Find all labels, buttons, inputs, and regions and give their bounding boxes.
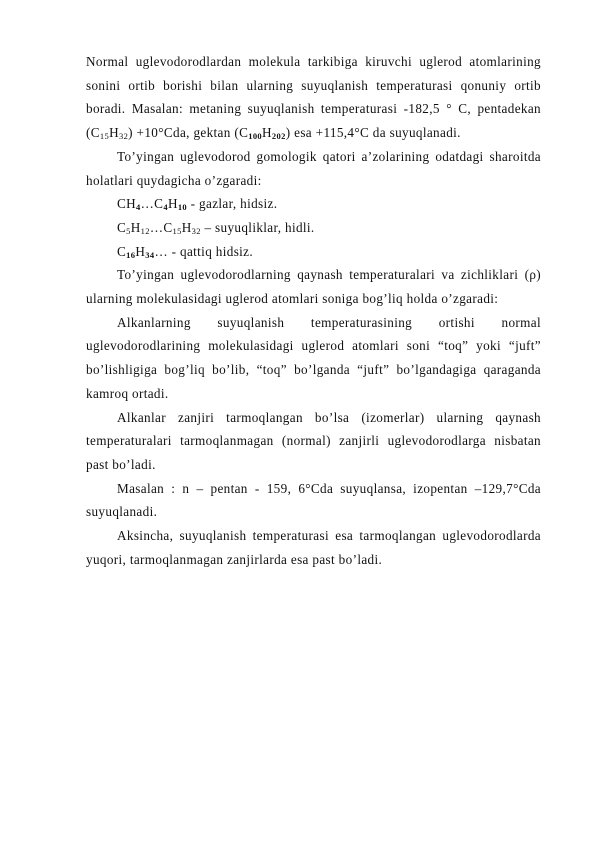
subscript: 15 <box>172 225 182 236</box>
subscript: 16 <box>126 249 136 260</box>
formula-line-solids: $C_{16}H_{34}\dots$ - qattiq hidsiz. <box>117 243 254 260</box>
subscript: 4 <box>163 202 168 213</box>
subscript: 32 <box>191 225 201 236</box>
subscript: 32 <box>118 131 129 142</box>
paragraph-branched: Alkanlar zanjiri tarmoqlangan bo’lsa (izomerlar) ularning qaynash temperaturalari tarmoqlanmagan (normal) zanjirli uglevodorodlarga nisbatan past bo’ladi. <box>86 409 541 472</box>
paragraph-homolog-states: To’yingan uglevodorod gomologik qatori a’zolarining odatdagi sharoitda holatlari quydagicha o’zgaradi: <box>86 148 541 188</box>
subscript: 10 <box>177 202 188 213</box>
paragraph-odd-even: Alkanlarning suyuqlanish temperaturasining ortishi normal uglevodorodlarining molekulasidagi uglerod atomlari soni “toq” yoki “juft” bo’lishligiga bog’liq bo’lib, “toq” bo’lganda “juft” bo’lgandagiga qaraganda kamroq ortadi. <box>86 314 541 401</box>
paragraph-conversely: Aksincha, suyuqlanish temperaturasi esa tarmoqlangan uglevodorodlarda yuqori, tarmoqlanmagan zanjirlarda esa past bo’ladi. <box>86 528 541 567</box>
paragraph-boiling-density: To’yingan uglevodorodlarning qaynash temperaturalari va zichliklari (ρ) ularning molekulasidagi uglerod atomlari soniga bog’liq holda o’zgaradi: <box>86 267 541 307</box>
subscript: 12 <box>140 225 150 236</box>
document-page <box>86 50 541 571</box>
subscript: 202 <box>271 131 286 142</box>
formula-line-gases: $CH_4\dots C_4H_{10}$ - gazlar, hidsiz. <box>117 196 278 213</box>
subscript: 34 <box>145 249 155 260</box>
paragraph-example: Masalan : n – pentan - 159, 6°Cda suyuqlansa, izopentan –129,7°Cda suyuqlanadi. <box>86 480 541 520</box>
subscript: 100 <box>248 131 263 142</box>
formula-line-liquids: $C_5H_{12}\dots C_{15}H_{32}$ – suyuqliklar, hidli. <box>117 219 315 236</box>
paragraph-melting-trend: Normal uglevodorodlardan molekula tarkibiga kiruvchi uglerod atomlarining sonini ortib borishi bilan ularning suyuqlanish temperaturasi qonuniy ortib boradi. Masalan: metaning suyuqlanish temperaturasi -182,5 ° C, pentadekan $(C_{15}H_{32}) +10^\circ Cda$, gektan $(C_{100}H_{202})$ esa +115,4°C da suyuqlanadi. <box>86 54 541 142</box>
subscript: 5 <box>126 225 131 236</box>
subscript: 4 <box>136 202 141 213</box>
subscript: 15 <box>99 131 110 142</box>
